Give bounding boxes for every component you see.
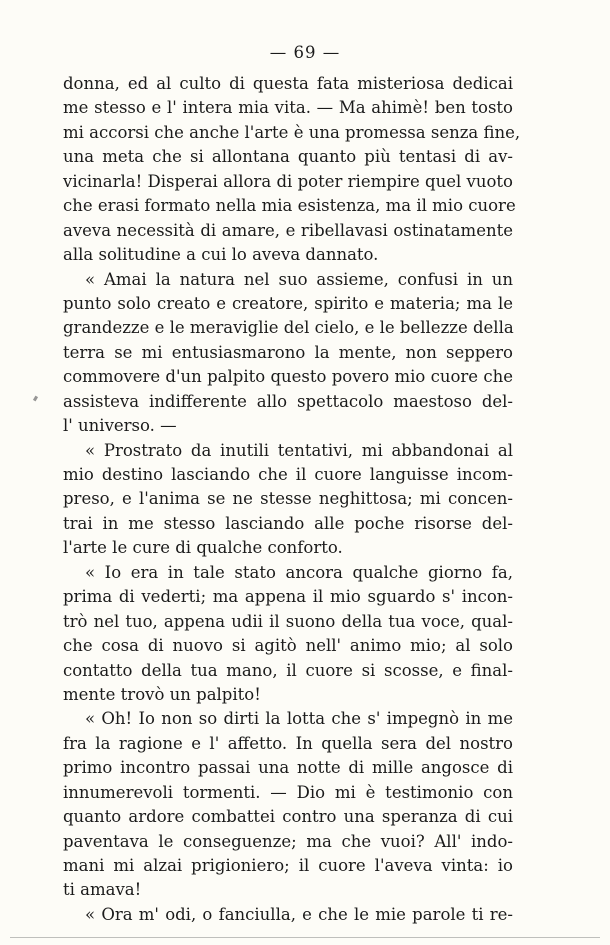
text-line: preso, e l'anima se ne stesse neghittosa; mi concen- [63, 489, 513, 509]
text-line: una meta che si allontana quanto più tentasi di av- [63, 147, 513, 167]
text-line: che cosa di nuovo si agitò nell' animo mio; al solo [63, 636, 513, 656]
text-line: mio destino lasciando che il cuore languisse incom- [63, 465, 513, 484]
text-line: me stesso e l' intera mia vita. — Ma ahimè! ben tosto [63, 98, 513, 118]
ink-speck [33, 396, 38, 402]
text-line: l' universo. — [63, 416, 177, 436]
text-line: paventava le conseguenze; ma che vuoi? All' indo- [63, 831, 513, 851]
text-line: assisteva indifferente allo spettacolo maestoso del- [63, 391, 513, 411]
text-line: mani mi alzai prigioniero; il cuore l'aveva vinta: io [63, 856, 513, 875]
text-line: « Oh! Io non so dirti la lotta che s' impegnò in me [85, 709, 513, 729]
text-line: quanto ardore combattei contro una speranza di cui [63, 807, 513, 827]
page-number: — 69 — [269, 43, 341, 62]
text-line: « Io era in tale stato ancora qualche giorno fa, [85, 562, 513, 582]
text-line: prima di vederti; ma appena il mio sguardo s' incon- [63, 587, 513, 607]
text-line: aveva necessità di amare, e ribellavasi ostinatamente [63, 220, 513, 240]
text-line: primo incontro passai una notte di mille angosce di [63, 758, 513, 778]
text-line: che erasi formato nella mia esistenza, ma il mio cuore [63, 196, 516, 216]
text-line: « Amai la natura nel suo assieme, confusi in un [85, 269, 513, 289]
text-line: mente trovò un palpito! [63, 684, 261, 704]
text-line: mi accorsi che anche l'arte è una promessa senza fine, [63, 122, 521, 142]
text-line: ti amava! [63, 880, 142, 900]
text-line: fra la ragione e l' affetto. In quella sera del nostro [63, 733, 513, 753]
page-bottom-edge [10, 937, 600, 938]
text-line: grandezze e le meraviglie del cielo, e le bellezze della [63, 318, 514, 338]
text-line: contatto della tua mano, il cuore si scosse, e final- [63, 660, 513, 680]
text-line: alla solitudine a cui lo aveva dannato. [63, 245, 379, 265]
body-text [63, 72, 521, 927]
text-line: trai in me stesso lasciando alle poche risorse del- [63, 513, 513, 533]
text-line: punto solo creato e creatore, spirito e materia; ma le [63, 293, 513, 313]
text-line: « Prostrato da inutili tentativi, mi abbandonai al [85, 440, 513, 460]
text-line: terra se mi entusiasmarono la mente, non seppero [63, 342, 513, 362]
text-line: commovere d'un palpito questo povero mio cuore che [63, 367, 513, 387]
text-line: innumerevoli tormenti. — Dio mi è testimonio con [63, 782, 513, 802]
text-line: vicinarla! Disperai allora di poter riempire quel vuoto [63, 171, 513, 191]
text-line: l'arte le cure di qualche conforto. [63, 538, 343, 558]
text-line: trò nel tuo, appena udii il suono della tua voce, qual- [63, 611, 513, 631]
text-line: « Ora m' odi, o fanciulla, e che le mie parole ti re- [85, 904, 513, 924]
text-line: donna, ed al culto di questa fata misteriosa dedicai [63, 74, 513, 93]
